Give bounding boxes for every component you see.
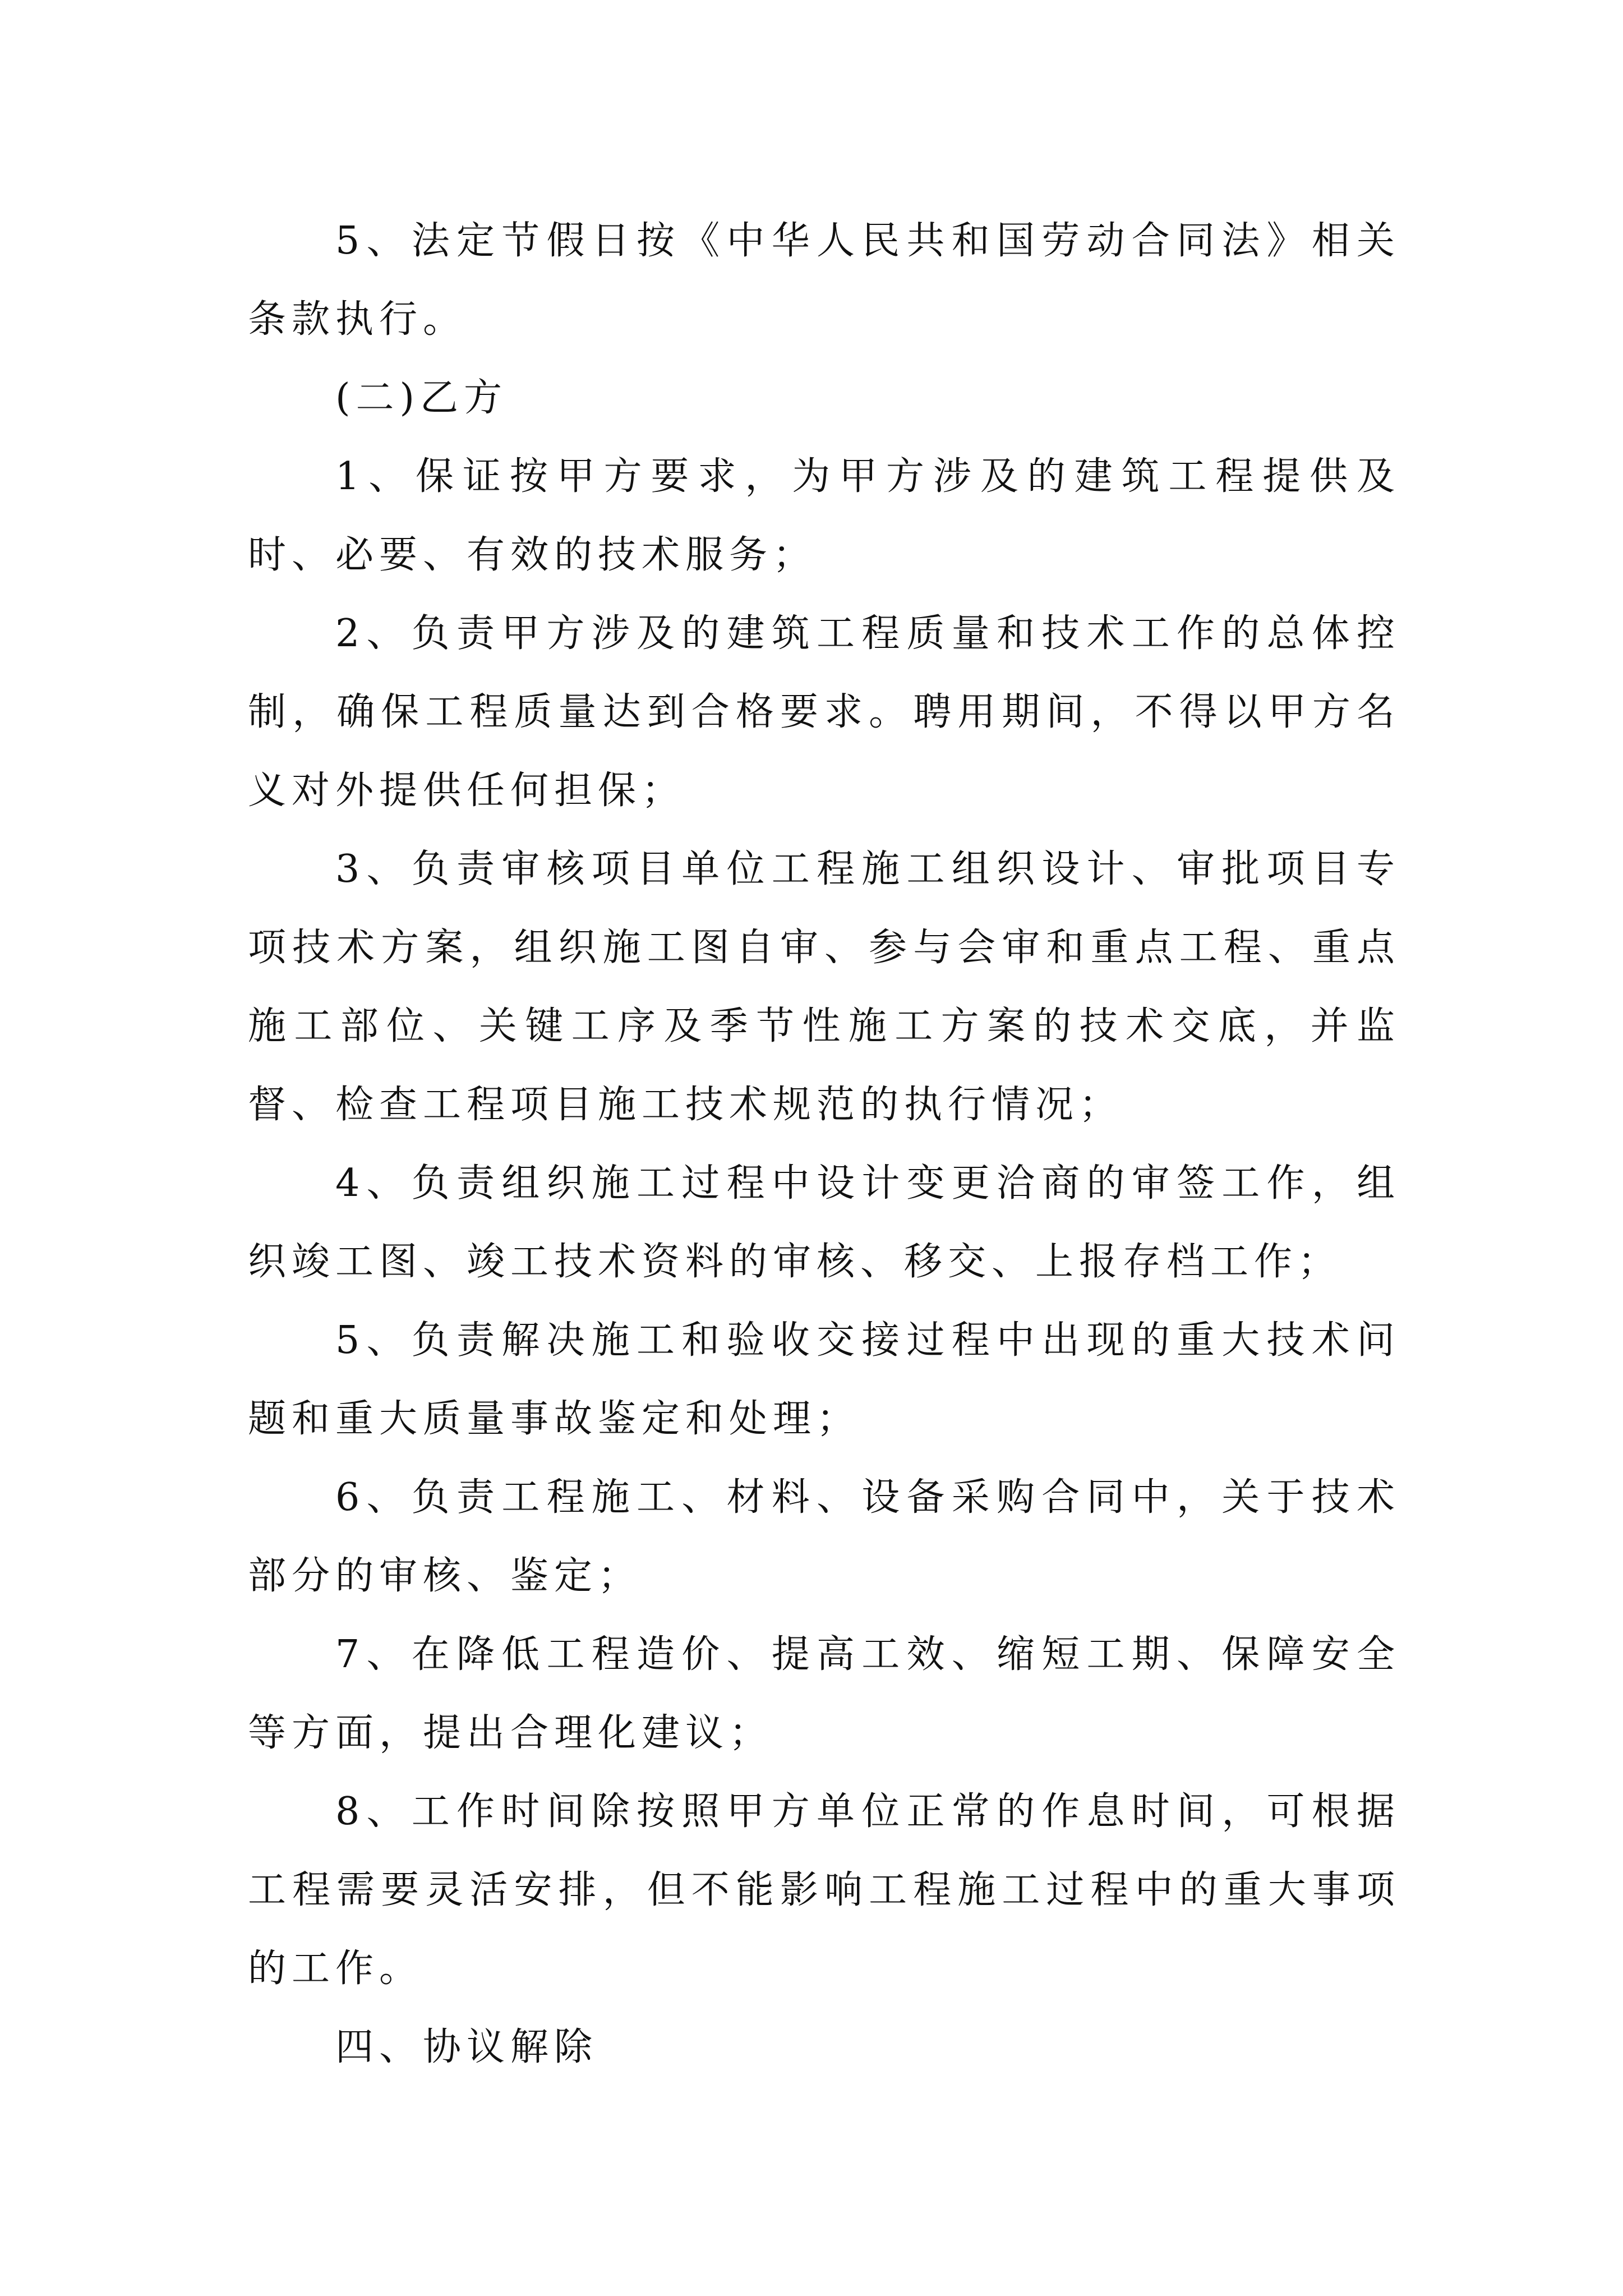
paragraph-item-2: 2、负责甲方涉及的建筑工程质量和技术工作的总体控制，确保工程质量达到合格要求。聘用期间，不得以甲方名义对外提供任何担保； — [248, 611, 1400, 813]
paragraph-item-8: 8、工作时间除按照甲方单位正常的作息时间，可根据工程需要灵活安排，但不能影响工程施工过程中的重大事项的工作。 — [248, 1789, 1400, 1991]
document-body — [248, 202, 1400, 2087]
paragraph-item-7: 7、在降低工程造价、提高工效、缩短工期、保障安全等方面，提出合理化建议； — [248, 1632, 1400, 1755]
paragraph-item-3: 3、负责审核项目单位工程施工组织设计、审批项目专项技术方案，组织施工图自审、参与会审和重点工程、重点施工部位、关键工序及季节性施工方案的技术交底，并监督、检查工程项目施工技术规范的执行情况； — [248, 847, 1400, 1127]
paragraph-item-4: 4、负责组织施工过程中设计变更洽商的审签工作，组织竣工图、竣工技术资料的审核、移交、上报存档工作； — [248, 1161, 1400, 1284]
section-heading-termination: 四、协议解除 — [335, 2025, 598, 2069]
paragraph-item-5: 5、负责解决施工和验收交接过程中出现的重大技术问题和重大质量事故鉴定和处理； — [248, 1318, 1400, 1441]
paragraph-item-1: 1、保证按甲方要求，为甲方涉及的建筑工程提供及时、必要、有效的技术服务； — [248, 454, 1400, 577]
paragraph-holiday-clause: 5、法定节假日按《中华人民共和国劳动合同法》相关条款执行。 — [248, 219, 1400, 342]
section-heading-party-b: (二)乙方 — [335, 376, 508, 420]
paragraph-item-6: 6、负责工程施工、材料、设备采购合同中，关于技术部分的审核、鉴定； — [248, 1475, 1400, 1598]
